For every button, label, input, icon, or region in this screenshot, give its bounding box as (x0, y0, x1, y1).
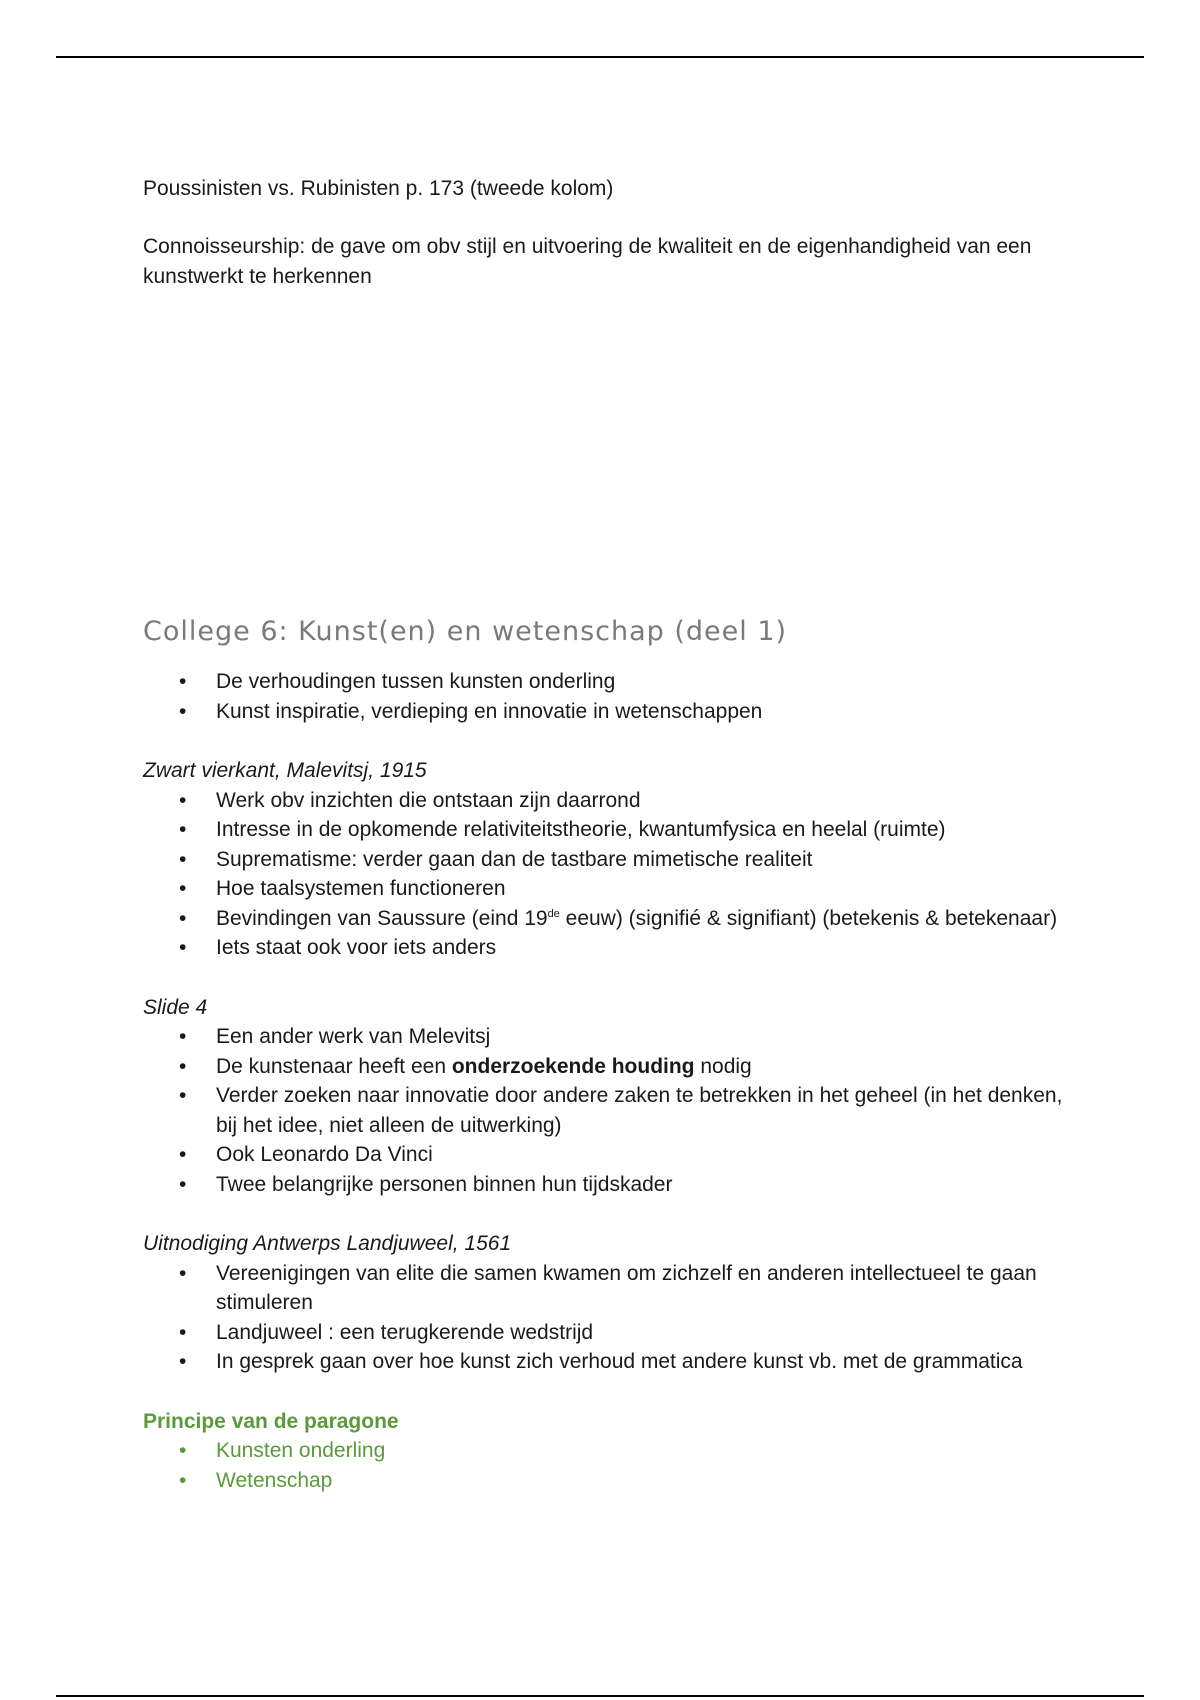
list-item: • Twee belangrijke personen binnen hun tijdskader (143, 1170, 1063, 1200)
list-item: • Kunsten onderling (143, 1436, 1063, 1466)
text-segment: De kunstenaar heeft een (216, 1054, 452, 1078)
landjuweel-bullet-list (143, 1259, 1063, 1377)
list-item: • In gesprek gaan over hoe kunst zich verhoud met andere kunst vb. met de grammatica (143, 1347, 1063, 1377)
list-item: • Iets staat ook voor iets anders (143, 933, 1063, 963)
saussure-text-start: Bevindingen van Saussure (eind 19 (216, 906, 548, 930)
list-item: • Verder zoeken naar innovatie door andere zaken te betrekken in het geheel (in het denken, bij het idee, niet alleen de uitwerking) (143, 1081, 1063, 1140)
superscript-de: de (547, 907, 560, 920)
list-item: • Ook Leonardo Da Vinci (143, 1140, 1063, 1170)
text-segment: nodig (694, 1054, 752, 1078)
lecture-notes (143, 667, 1063, 1495)
top-rule (56, 56, 1144, 58)
zwart-bullet-list (143, 786, 1063, 963)
section-title-zwart-vierkant: Zwart vierkant, Malevitsj, 1915 (143, 759, 427, 782)
slide4-bullet-list (143, 1022, 1063, 1199)
list-item: • Intresse in de opkomende relativiteitstheorie, kwantumfysica en heelal (ruimte) (143, 815, 1063, 845)
list-item: • Wetenschap (143, 1466, 1063, 1496)
list-item: • Werk obv inzichten die ontstaan zijn daarrond (143, 786, 1063, 816)
bold-phrase: onderzoekende houding (451, 1054, 695, 1078)
list-item: • Landjuweel : een terugkerende wedstrijd (143, 1318, 1063, 1348)
saussure-text-end: eeuw) (signifié & signifiant) (betekenis & betekenaar) (559, 906, 1058, 930)
intro-line-poussinisten: Poussinisten vs. Rubinisten p. 173 (tweede kolom) (143, 177, 614, 200)
section-title-paragone: Principe van de paragone (143, 1409, 399, 1433)
list-item: • Kunst inspiratie, verdieping en innovatie in wetenschappen (143, 697, 1063, 727)
list-item: • Suprematisme: verder gaan dan de tastbare mimetische realiteit (143, 845, 1063, 875)
paragone-bullet-list (143, 1436, 1063, 1495)
list-item-onderzoekende (143, 1052, 1063, 1082)
section-title-landjuweel: Uitnodiging Antwerps Landjuweel, 1561 (143, 1232, 512, 1255)
intro-bullet-list (143, 667, 1063, 726)
section-title-slide-4: Slide 4 (143, 995, 208, 1019)
list-item: • Een ander werk van Melevitsj (143, 1022, 1063, 1052)
list-item: • De verhoudingen tussen kunsten onderling (143, 667, 1063, 697)
list-item-saussure (143, 904, 1063, 934)
intro-line-connoisseurship: Connoisseurship: de gave om obv stijl en uitvoering de kwaliteit en de eigenhandigheid van een kunstwerkt te herkennen (143, 235, 1032, 288)
intro-block (143, 174, 1063, 292)
college-heading: College 6: Kunst(en) en wetenschap (deel 1) (143, 616, 788, 647)
list-item: • Vereenigingen van elite die samen kwamen om zichzelf en anderen intellectueel te gaan stimuleren (143, 1259, 1063, 1318)
bottom-rule (56, 1695, 1144, 1697)
list-item: • Hoe taalsystemen functioneren (143, 874, 1063, 904)
